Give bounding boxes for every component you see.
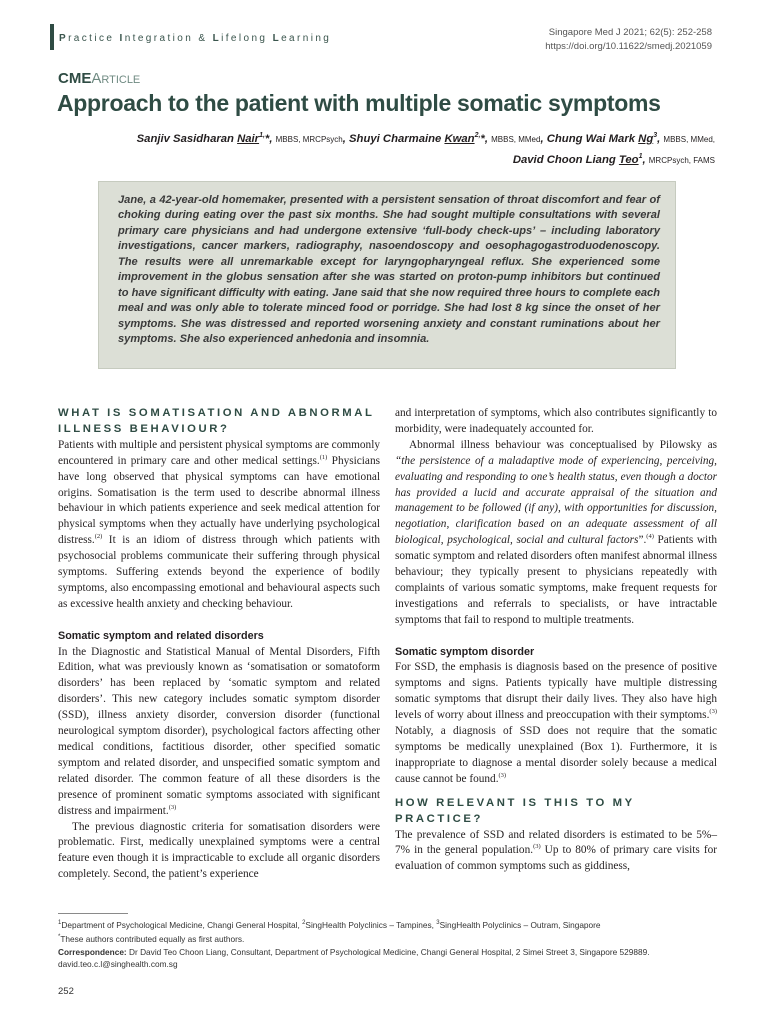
correspondence-text: Dr David Teo Choon Liang, Consultant, Department of Psychological Medicine, Changi General Hospital, 2 Simei Street 3, Singapore 529889. david.teo.c.l@singhealth.com.sg: [58, 946, 650, 970]
text-run: *: [264, 132, 270, 145]
text-run: MBBS, MMed,: [663, 134, 715, 144]
paragraph: [58, 645, 380, 820]
correspondence-label: Correspondence:: [58, 946, 127, 957]
article-label: Article: [91, 70, 141, 87]
article-type: [58, 70, 140, 87]
author-line-1: [80, 127, 715, 148]
footnote-rule: [58, 913, 128, 914]
text-run: , Shuyi Charmaine: [342, 132, 445, 145]
text-run: Ng: [638, 132, 654, 145]
text-run: Kwan: [444, 132, 475, 145]
paragraph: [395, 660, 717, 787]
text-run: ractice: [68, 33, 120, 44]
text-run: 3: [436, 920, 440, 926]
text-run: I: [119, 33, 125, 44]
text-run: (2): [94, 533, 103, 541]
left-column: [58, 406, 380, 883]
text-run: ,: [484, 132, 492, 145]
text-run: These authors contributed equally as first authors.: [60, 934, 245, 945]
text-run: earning: [281, 33, 332, 44]
text-run: Physicians have long observed that physical symptoms can have emotional origins. Somatisation is the term used to describe abnormal illness behaviour in which patients experience and seek medical attention for physical symptoms when they actually have underlying psychological distress.: [58, 454, 380, 547]
case-vignette-box: [98, 181, 676, 369]
text-run: David Choon Liang: [512, 153, 619, 166]
text-run: , Chung Wai Mark: [540, 132, 639, 145]
author-line-2: [80, 148, 715, 169]
text-run: (4): [646, 533, 654, 541]
article-title: Approach to the patient with multiple somatic symptoms: [57, 90, 661, 116]
text-run: ifelong: [221, 33, 273, 44]
right-column: [395, 406, 717, 875]
correspondence: [58, 946, 718, 971]
text-run: Abnormal illness behaviour was conceptualised by Pilowsky as: [409, 438, 717, 451]
text-run: 1,: [259, 132, 265, 139]
text-run: L: [272, 33, 282, 44]
heading-somatic-symptom-disorder: Somatic symptom disorder: [395, 645, 535, 658]
paragraph: [395, 828, 717, 876]
text-run: ,: [657, 132, 664, 145]
footnotes: [58, 917, 718, 971]
text-run: The prevalence of SSD and related disorders is estimated to be 5%–7% in the general population.: [395, 828, 717, 857]
heading-what-is-somatisation: WHAT IS SOMATISATION AND ABNORMAL ILLNESS BEHAVIOUR?: [58, 407, 375, 435]
text-run: For SSD, the emphasis is diagnosis based on the presence of positive symptoms and signs. Patients typically have multiple distressing somatic symptoms that disrupt their daily lives. They also have high levels of worry about illness and preoccupation with their symptoms.: [395, 661, 717, 722]
doi-link[interactable]: https://doi.org/10.11622/smedj.2021059: [545, 41, 712, 52]
cme-label: CME: [58, 70, 92, 87]
author-list: [80, 127, 715, 169]
text-run: Sanjiv Sasidharan: [136, 132, 238, 145]
text-run: Patients with somatic symptom and related disorders often manifest abnormal illness behaviour; they typically present to physicians repeatedly with complaints of various somatic symptoms, make frequent requests for investigations and referrals to specialists, or have intractable symptoms that fail to respond to multiple treatments.: [395, 534, 717, 626]
text-run: MRCPsych, FAMS: [648, 155, 715, 165]
text-run: (3): [709, 708, 717, 716]
text-run: *: [58, 934, 61, 941]
text-run: Nair: [237, 132, 260, 145]
case-vignette-text: Jane, a 42-year-old homemaker, presented with a persistent sensation of throat discomfort and fear of choking during eating over the past six months. She had sought multiple consultations with several primary care physicians and had undergone extensive ‘full-body check-ups’ – including laboratory investigations, cancer markers, radiography, nasoendoscopy and oesophagogastroduodenoscopy. The results were all unremarkable except for laryngopharyngeal reflux. She experienced some improvement in the globus sensation after she was started on proton-pump inhibitors but continued to have significant difficulty with eating. Jane said that she now required three hours to complete each meal and was only able to tolerate minced food or porridge. She had lost 8 kg since the onset of her symptoms. She was distressed and reported worsening anxiety and constant ruminations about her symptoms. She also experienced anhedonia and insomnia.: [118, 194, 660, 346]
header-accent-bar: [50, 24, 54, 50]
text-run: (3): [168, 803, 177, 811]
text-run: 3: [653, 132, 658, 139]
text-run: ”.: [638, 534, 647, 547]
text-run: Department of Psychological Medicine, Changi General Hospital,: [61, 919, 303, 930]
text-run: MBBS, MMed: [491, 134, 541, 144]
equal-contribution-note: [58, 931, 718, 945]
text-run: ntegration &: [124, 33, 213, 44]
paragraph: [58, 438, 380, 613]
text-run: L: [212, 33, 222, 44]
paragraph: and interpretation of symptoms, which also contributes significantly to morbidity, were inadequately accounted for.: [395, 407, 717, 435]
text-run: “the persistence of a maladaptive mode of experiencing, perceiving, evaluating and responding to one’s health status, even though a doctor has provided a lucid and accurate appraisal of the situation and management to be followed (if any), with opportunities for discussion, negotiation, clarification based on an adequate assessment of all biological, psychological, social and cultural factors: [395, 454, 717, 547]
text-run: Up to 80% of primary care visits for evaluation of common symptoms such as giddiness,: [395, 844, 717, 873]
paragraph: [395, 438, 717, 629]
heading-somatic-symptom-related: Somatic symptom and related disorders: [58, 629, 264, 642]
text-run: (3): [533, 843, 541, 851]
text-run: MBBS, MRCPsych: [275, 134, 343, 144]
text-run: It is an idiom of distress through which patients with psychosocial problems communicate their suffering through physical symptoms. Suffering extends beyond the experience of bodily symptoms, also encompassing emotional and behavioural aspects such as excessive health anxiety and checking behaviour.: [58, 534, 380, 610]
text-run: ,: [642, 153, 649, 166]
text-run: SingHealth Polyclinics – Tampines,: [305, 919, 437, 930]
text-run: Notably, a diagnosis of SSD does not require that the somatic symptoms be medically unexplained (Box 1). Furthermore, it is inappropriate to diagnose a mental disorder solely because a medical cause cannot be found.: [395, 725, 717, 785]
text-run: SingHealth Polyclinics – Outram, Singapore: [439, 919, 601, 930]
heading-how-relevant: HOW RELEVANT IS THIS TO MY PRACTICE?: [395, 796, 635, 825]
journal-info: [545, 26, 712, 54]
section-tag: [59, 33, 331, 44]
text-run: (3): [498, 772, 507, 780]
text-run: 2: [302, 920, 306, 926]
text-run: P: [59, 33, 69, 44]
text-run: 2,: [474, 132, 481, 139]
text-run: Teo: [618, 153, 639, 166]
text-run: 1: [58, 920, 62, 926]
text-run: (1): [319, 453, 328, 461]
page-number: 252: [58, 986, 74, 997]
text-run: In the Diagnostic and Statistical Manual of Mental Disorders, Fifth Edition, what was previously known as ‘somatisation or somatoform disorders’ has been replaced by ‘somatic symptom and related disorders’. This new category includes somatic symptom disorder (SSD), illness anxiety disorder, conversion disorder (functional neurological symptom disorder), psychological factors affecting other medical conditions, factitious disorder, other specified somatic symptom and related disorder, and unspecified somatic symptom and related disorder. The common feature of all these disorders is the presence of prominent somatic symptoms associated with significant distress and impairment.: [58, 645, 380, 817]
journal-citation: Singapore Med J 2021; 62(5): 252-258: [548, 27, 712, 38]
paragraph: The previous diagnostic criteria for somatisation disorders were problematic. First, medically unexplained symptoms were a central feature even though it is impracticable to exclude all organic disorders completely. Second, the patient’s experience: [58, 820, 380, 881]
text-run: ,: [269, 132, 276, 145]
text-run: *: [480, 132, 485, 145]
affiliations: [58, 917, 718, 931]
text-run: Patients with multiple and persistent physical symptoms are commonly encountered in primary care and other medical settings.: [58, 438, 380, 467]
text-run: 1: [638, 152, 643, 160]
